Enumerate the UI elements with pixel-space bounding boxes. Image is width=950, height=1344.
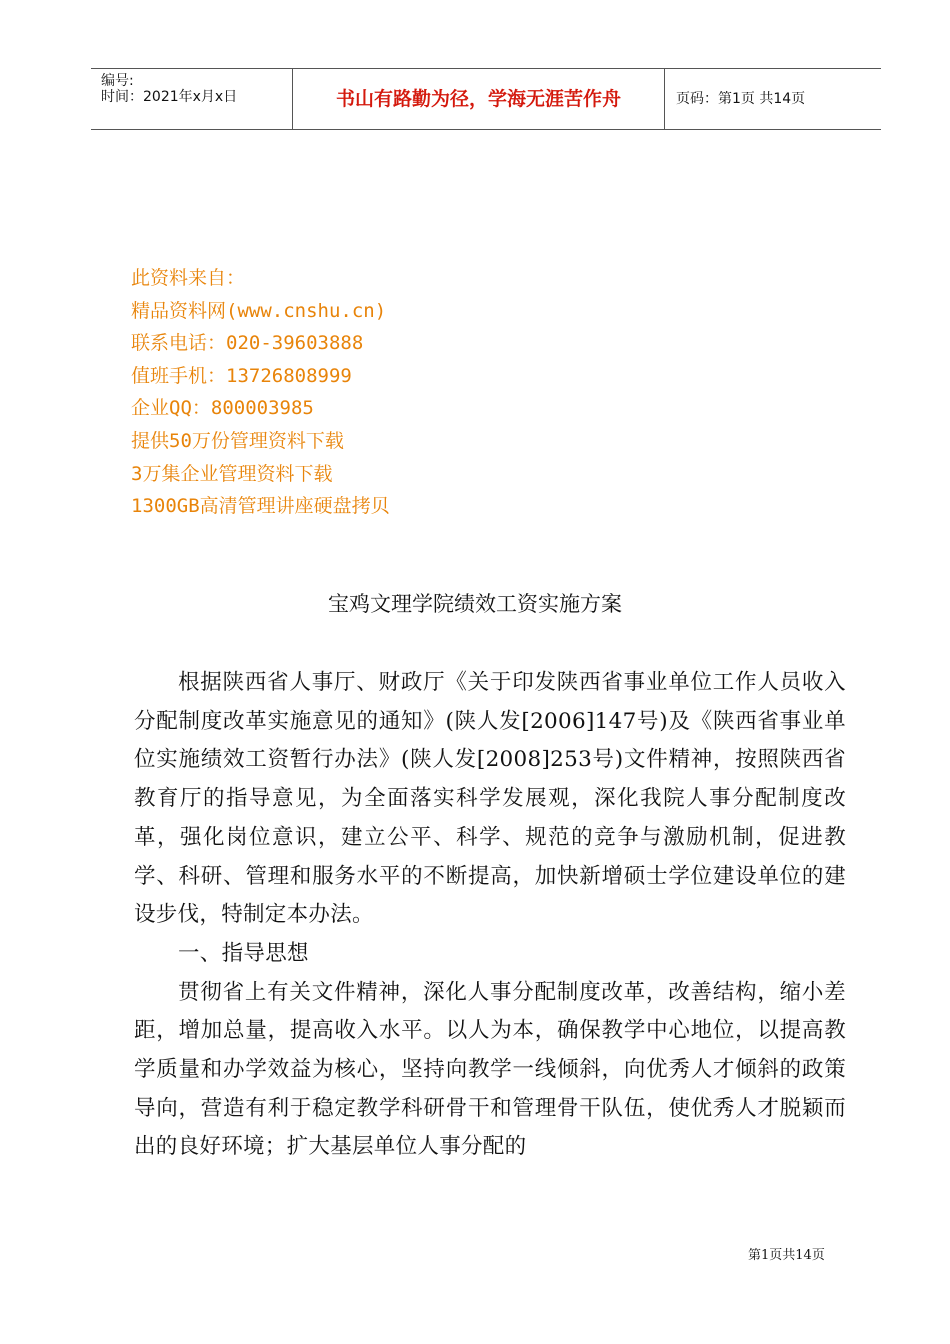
number-label: 编号:	[101, 73, 134, 89]
promo-line: 3万集企业管理资料下载	[131, 462, 333, 485]
header-page-info: 页码：第1页 共14页	[676, 91, 806, 107]
page-footer: 第1页共14页	[748, 1248, 825, 1263]
promo-line: 此资料来自：	[131, 267, 246, 289]
document-title: 宝鸡文理学院绩效工资实施方案	[328, 592, 622, 616]
promo-line: 提供50万份管理资料下载	[131, 429, 344, 452]
paragraph: 贯彻省上有关文件精神，深化人事分配制度改革，改善结构，缩小差距，增加总量，提高收入水平。以人为本，确保教学中心地位，以提高教学质量和办学效益为核心，坚持向教学一线倾斜，向优秀人才倾斜的政策导向，营造有利于稳定教学科研骨干和管理骨干队伍，使优秀人才脱颖而出的良好环境；扩大基层单位人事分配的	[134, 979, 846, 1160]
page-header	[91, 68, 881, 130]
promo-line: 联系电话：020-39603888	[131, 332, 364, 355]
promo-line-website[interactable]: 精品资料网(www.cnshu.cn)	[131, 299, 387, 322]
time-label: 时间：2021年x月x日	[101, 89, 238, 105]
document-body	[134, 664, 846, 1167]
header-meta-cell	[91, 69, 293, 129]
header-motto-cell	[293, 69, 665, 129]
section-heading: 一、指导思想	[178, 940, 309, 966]
motto: 书山有路勤为径，学海无涯苦作舟	[335, 88, 621, 110]
promo-line: 企业QQ：800003985	[131, 397, 314, 420]
promo-block	[131, 262, 390, 523]
promo-line: 1300GB高清管理讲座硬盘拷贝	[131, 495, 390, 518]
promo-line: 值班手机：13726808999	[131, 364, 352, 387]
header-page-cell	[666, 69, 881, 129]
paragraph: 根据陕西省人事厅、财政厅《关于印发陕西省事业单位工作人员收入分配制度改革实施意见的通知》(陕人发[2006]147号)及《陕西省事业单位实施绩效工资暂行办法》(陕人发[2008]253号)文件精神，按照陕西省教育厅的指导意见，为全面落实科学发展观，深化我院人事分配制度改革，强化岗位意识，建立公平、科学、规范的竞争与激励机制，促进教学、科研、管理和服务水平的不断提高，加快新增硕士学位建设单位的建设步伐，特制定本办法。	[134, 670, 846, 928]
